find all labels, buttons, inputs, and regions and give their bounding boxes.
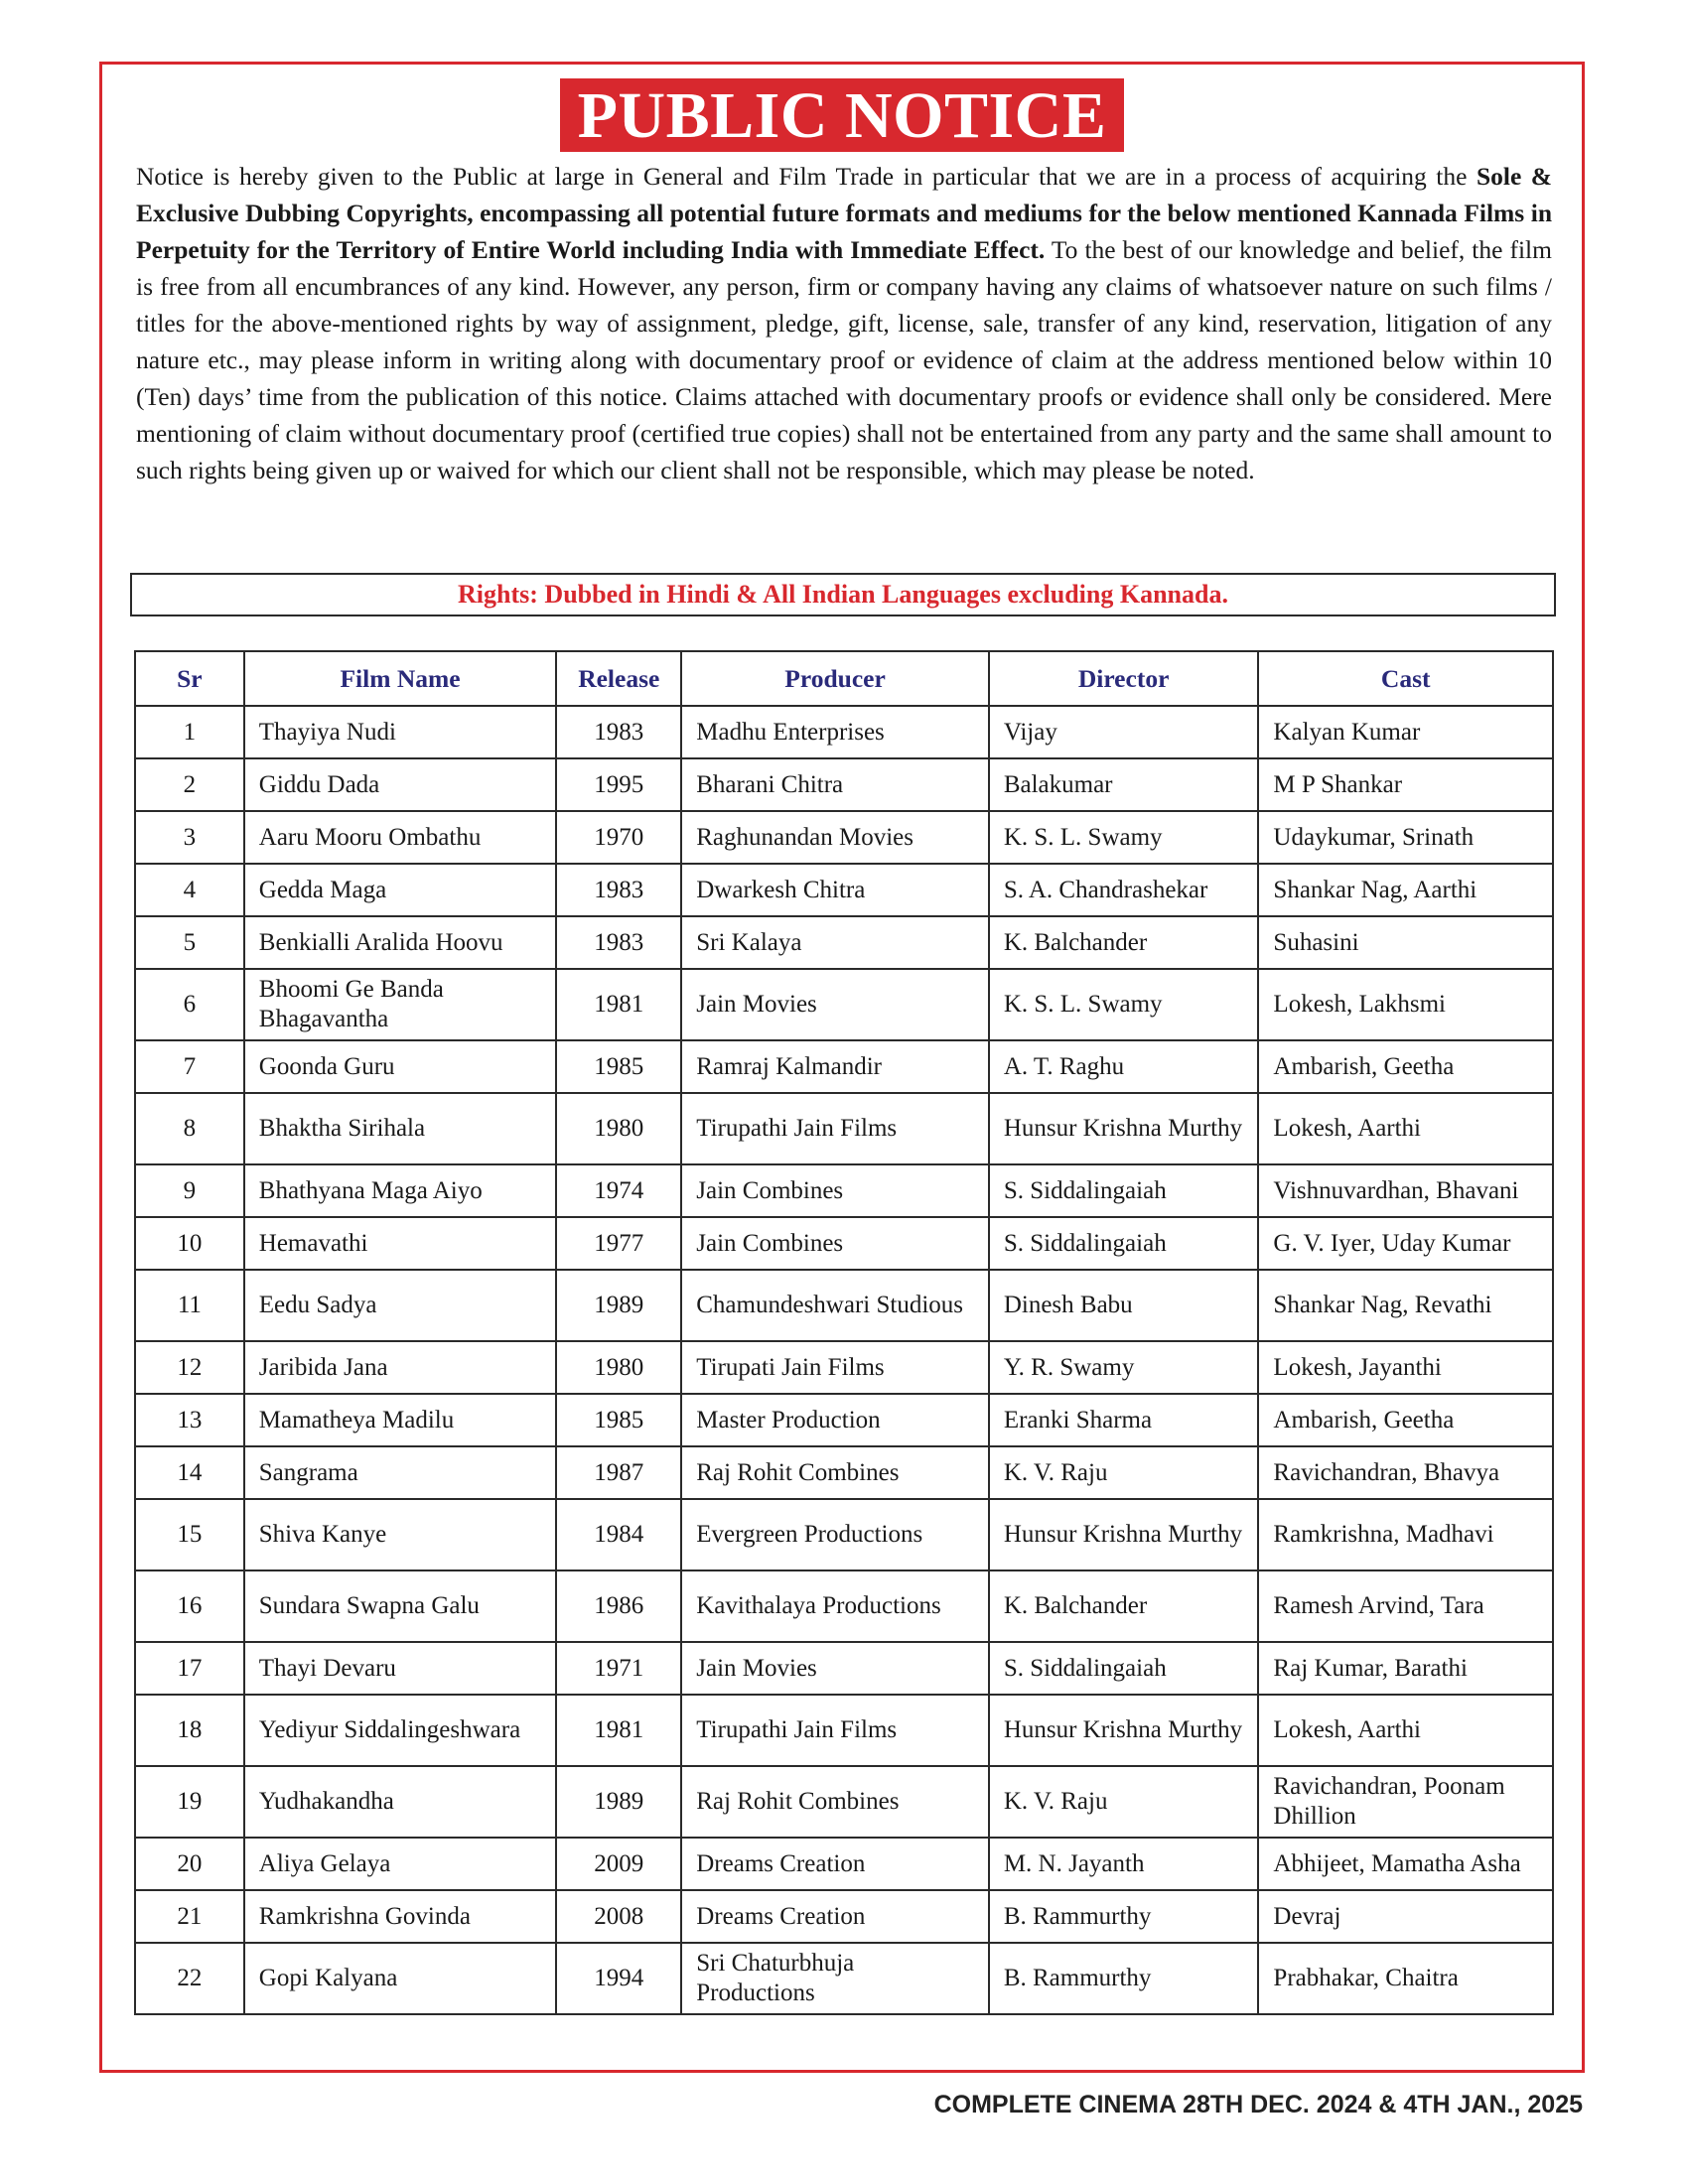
cell-cast: Vishnuvardhan, Bhavani xyxy=(1258,1164,1553,1217)
cell-producer: Dreams Creation xyxy=(681,1838,989,1890)
cell-producer: Tirupathi Jain Films xyxy=(681,1695,989,1766)
cell-producer: Jain Combines xyxy=(681,1217,989,1270)
cell-sr: 19 xyxy=(135,1766,244,1838)
cell-director: S. Siddalingaiah xyxy=(989,1642,1259,1695)
notice-body xyxy=(136,158,1552,488)
table-row xyxy=(135,969,1553,1040)
cell-sr: 12 xyxy=(135,1341,244,1394)
page-title: PUBLIC NOTICE xyxy=(560,78,1125,152)
cell-producer: Sri Kalaya xyxy=(681,916,989,969)
notice-details: To the best of our knowledge and belief, the film is free from all encumbrances of any kind. However, any person, firm or company having any claims of whatsoever nature on such films / titles for the above-mentioned rights by way of assignment, pledge, gift, license, sale, transfer of any kind, reservation, litigation of any nature etc., may please inform in writing along with documentary proof or evidence of claim at the address mentioned below within 10 (Ten) days’ time from the publication of this notice. Claims attached with documentary proofs or evidence shall only be considered. Mere mentioning of claim without documentary proof (certified true copies) shall not be entertained from any party and the same shall amount to such rights being given up or waived for which our client shall not be responsible, which may please be noted. xyxy=(136,235,1552,484)
table-row xyxy=(135,1164,1553,1217)
cell-producer: Bharani Chitra xyxy=(681,758,989,811)
cell-cast: Lokesh, Aarthi xyxy=(1258,1093,1553,1164)
cell-release: 1985 xyxy=(556,1394,681,1446)
cell-director: K. S. L. Swamy xyxy=(989,969,1259,1040)
table-row xyxy=(135,1341,1553,1394)
notice-bold-rights: Sole & Exclusive Dubbing Copyrights, encompassing all potential future formats and mediums for the below mentioned Kannada Films in Perpetuity for the Territory of Entire World including India with Immediate Effect. xyxy=(136,162,1553,264)
cell-sr: 4 xyxy=(135,864,244,916)
cell-cast: Shankar Nag, Aarthi xyxy=(1258,864,1553,916)
cell-producer: Madhu Enterprises xyxy=(681,706,989,758)
cell-cast: Ramesh Arvind, Tara xyxy=(1258,1570,1553,1642)
cell-producer: Kavithalaya Productions xyxy=(681,1570,989,1642)
cell-director: Hunsur Krishna Murthy xyxy=(989,1695,1259,1766)
cell-producer: Ramraj Kalmandir xyxy=(681,1040,989,1093)
cell-release: 1981 xyxy=(556,1695,681,1766)
cell-sr: 15 xyxy=(135,1499,244,1570)
cell-release: 2008 xyxy=(556,1890,681,1943)
cell-sr: 20 xyxy=(135,1838,244,1890)
table-row xyxy=(135,1570,1553,1642)
cell-cast: Ramkrishna, Madhavi xyxy=(1258,1499,1553,1570)
header-director: Director xyxy=(989,651,1259,706)
cell-film-name: Benkialli Aralida Hoovu xyxy=(244,916,557,969)
cell-sr: 14 xyxy=(135,1446,244,1499)
cell-release: 1986 xyxy=(556,1570,681,1642)
cell-sr: 2 xyxy=(135,758,244,811)
cell-cast: Suhasini xyxy=(1258,916,1553,969)
cell-director: B. Rammurthy xyxy=(989,1943,1259,2014)
cell-director: K. S. L. Swamy xyxy=(989,811,1259,864)
cell-director: Balakumar xyxy=(989,758,1259,811)
table-row xyxy=(135,1642,1553,1695)
cell-producer: Dreams Creation xyxy=(681,1890,989,1943)
cell-director: Y. R. Swamy xyxy=(989,1341,1259,1394)
cell-director: S. Siddalingaiah xyxy=(989,1217,1259,1270)
cell-director: K. Balchander xyxy=(989,1570,1259,1642)
cell-director: M. N. Jayanth xyxy=(989,1838,1259,1890)
cell-cast: Abhijeet, Mamatha Asha xyxy=(1258,1838,1553,1890)
header-release: Release xyxy=(556,651,681,706)
rights-banner: Rights: Dubbed in Hindi & All Indian Languages excluding Kannada. xyxy=(130,573,1556,616)
cell-cast: Ambarish, Geetha xyxy=(1258,1040,1553,1093)
cell-release: 1995 xyxy=(556,758,681,811)
table-row xyxy=(135,864,1553,916)
cell-sr: 13 xyxy=(135,1394,244,1446)
cell-producer: Raghunandan Movies xyxy=(681,811,989,864)
cell-film-name: Goonda Guru xyxy=(244,1040,557,1093)
cell-director: Eranki Sharma xyxy=(989,1394,1259,1446)
cell-cast: Lokesh, Lakhsmi xyxy=(1258,969,1553,1040)
table-header-row xyxy=(135,651,1553,706)
cell-film-name: Hemavathi xyxy=(244,1217,557,1270)
cell-producer: Tirupati Jain Films xyxy=(681,1341,989,1394)
cell-release: 1983 xyxy=(556,916,681,969)
table-row xyxy=(135,1093,1553,1164)
cell-release: 1989 xyxy=(556,1270,681,1341)
cell-film-name: Gedda Maga xyxy=(244,864,557,916)
cell-release: 1987 xyxy=(556,1446,681,1499)
cell-film-name: Yudhakandha xyxy=(244,1766,557,1838)
cell-cast: Lokesh, Jayanthi xyxy=(1258,1341,1553,1394)
cell-cast: Prabhakar, Chaitra xyxy=(1258,1943,1553,2014)
title-wrap xyxy=(102,78,1582,152)
cell-producer: Jain Movies xyxy=(681,1642,989,1695)
notice-intro: Notice is hereby given to the Public at large in General and Film Trade in particular that we are in a process of acquiring the xyxy=(136,162,1468,191)
cell-producer: Master Production xyxy=(681,1394,989,1446)
film-rows xyxy=(135,706,1553,2014)
table-row xyxy=(135,1394,1553,1446)
cell-director: Dinesh Babu xyxy=(989,1270,1259,1341)
cell-film-name: Jaribida Jana xyxy=(244,1341,557,1394)
cell-producer: Sri Chaturbhuja Productions xyxy=(681,1943,989,2014)
cell-film-name: Sangrama xyxy=(244,1446,557,1499)
cell-cast: Udaykumar, Srinath xyxy=(1258,811,1553,864)
header-cast: Cast xyxy=(1258,651,1553,706)
table-row xyxy=(135,1695,1553,1766)
cell-release: 1980 xyxy=(556,1093,681,1164)
cell-film-name: Bhathyana Maga Aiyo xyxy=(244,1164,557,1217)
cell-producer: Tirupathi Jain Films xyxy=(681,1093,989,1164)
cell-release: 1984 xyxy=(556,1499,681,1570)
header-producer: Producer xyxy=(681,651,989,706)
cell-producer: Chamundeshwari Studious xyxy=(681,1270,989,1341)
table-row xyxy=(135,1446,1553,1499)
table-row xyxy=(135,1838,1553,1890)
cell-sr: 5 xyxy=(135,916,244,969)
cell-sr: 7 xyxy=(135,1040,244,1093)
cell-sr: 21 xyxy=(135,1890,244,1943)
cell-release: 1971 xyxy=(556,1642,681,1695)
cell-film-name: Bhoomi Ge Banda Bhagavantha xyxy=(244,969,557,1040)
cell-film-name: Bhaktha Sirihala xyxy=(244,1093,557,1164)
cell-sr: 16 xyxy=(135,1570,244,1642)
cell-release: 1977 xyxy=(556,1217,681,1270)
cell-sr: 3 xyxy=(135,811,244,864)
cell-film-name: Yediyur Siddalingeshwara xyxy=(244,1695,557,1766)
cell-cast: Raj Kumar, Barathi xyxy=(1258,1642,1553,1695)
cell-director: A. T. Raghu xyxy=(989,1040,1259,1093)
cell-cast: Ravichandran, Bhavya xyxy=(1258,1446,1553,1499)
cell-sr: 8 xyxy=(135,1093,244,1164)
cell-cast: Ravichandran, Poonam Dhillion xyxy=(1258,1766,1553,1838)
cell-sr: 1 xyxy=(135,706,244,758)
table-row xyxy=(135,1040,1553,1093)
table-row xyxy=(135,1890,1553,1943)
cell-film-name: Thayi Devaru xyxy=(244,1642,557,1695)
cell-release: 1981 xyxy=(556,969,681,1040)
cell-cast: Shankar Nag, Revathi xyxy=(1258,1270,1553,1341)
cell-producer: Evergreen Productions xyxy=(681,1499,989,1570)
cell-sr: 9 xyxy=(135,1164,244,1217)
cell-release: 1983 xyxy=(556,864,681,916)
cell-director: K. V. Raju xyxy=(989,1766,1259,1838)
cell-sr: 10 xyxy=(135,1217,244,1270)
cell-sr: 11 xyxy=(135,1270,244,1341)
cell-film-name: Giddu Dada xyxy=(244,758,557,811)
publication-footer: COMPLETE CINEMA 28TH DEC. 2024 & 4TH JAN., 2025 xyxy=(933,2091,1583,2118)
cell-director: Hunsur Krishna Murthy xyxy=(989,1499,1259,1570)
cell-director: K. V. Raju xyxy=(989,1446,1259,1499)
cell-producer: Dwarkesh Chitra xyxy=(681,864,989,916)
cell-sr: 22 xyxy=(135,1943,244,2014)
table-row xyxy=(135,1217,1553,1270)
table-row xyxy=(135,1943,1553,2014)
cell-release: 1983 xyxy=(556,706,681,758)
cell-release: 1980 xyxy=(556,1341,681,1394)
cell-film-name: Aaru Mooru Ombathu xyxy=(244,811,557,864)
cell-release: 1970 xyxy=(556,811,681,864)
cell-film-name: Eedu Sadya xyxy=(244,1270,557,1341)
cell-director: Vijay xyxy=(989,706,1259,758)
cell-cast: Kalyan Kumar xyxy=(1258,706,1553,758)
cell-sr: 6 xyxy=(135,969,244,1040)
table-row xyxy=(135,811,1553,864)
films-table xyxy=(134,650,1554,2015)
header-sr: Sr xyxy=(135,651,244,706)
cell-cast: Devraj xyxy=(1258,1890,1553,1943)
cell-film-name: Ramkrishna Govinda xyxy=(244,1890,557,1943)
cell-release: 1974 xyxy=(556,1164,681,1217)
cell-director: S. A. Chandrashekar xyxy=(989,864,1259,916)
cell-film-name: Gopi Kalyana xyxy=(244,1943,557,2014)
table-row xyxy=(135,758,1553,811)
cell-producer: Jain Combines xyxy=(681,1164,989,1217)
cell-director: K. Balchander xyxy=(989,916,1259,969)
cell-film-name: Shiva Kanye xyxy=(244,1499,557,1570)
cell-director: Hunsur Krishna Murthy xyxy=(989,1093,1259,1164)
cell-cast: G. V. Iyer, Uday Kumar xyxy=(1258,1217,1553,1270)
cell-producer: Jain Movies xyxy=(681,969,989,1040)
cell-release: 1985 xyxy=(556,1040,681,1093)
cell-release: 1989 xyxy=(556,1766,681,1838)
table-row xyxy=(135,916,1553,969)
cell-sr: 17 xyxy=(135,1642,244,1695)
table-row xyxy=(135,706,1553,758)
header-film-name: Film Name xyxy=(244,651,557,706)
table-row xyxy=(135,1270,1553,1341)
cell-producer: Raj Rohit Combines xyxy=(681,1446,989,1499)
cell-director: S. Siddalingaiah xyxy=(989,1164,1259,1217)
cell-film-name: Aliya Gelaya xyxy=(244,1838,557,1890)
cell-cast: Lokesh, Aarthi xyxy=(1258,1695,1553,1766)
cell-sr: 18 xyxy=(135,1695,244,1766)
cell-director: B. Rammurthy xyxy=(989,1890,1259,1943)
cell-producer: Raj Rohit Combines xyxy=(681,1766,989,1838)
notice-frame xyxy=(99,62,1585,2073)
cell-release: 2009 xyxy=(556,1838,681,1890)
cell-film-name: Thayiya Nudi xyxy=(244,706,557,758)
cell-film-name: Sundara Swapna Galu xyxy=(244,1570,557,1642)
table-row xyxy=(135,1499,1553,1570)
cell-cast: M P Shankar xyxy=(1258,758,1553,811)
cell-film-name: Mamatheya Madilu xyxy=(244,1394,557,1446)
cell-cast: Ambarish, Geetha xyxy=(1258,1394,1553,1446)
cell-release: 1994 xyxy=(556,1943,681,2014)
table-row xyxy=(135,1766,1553,1838)
